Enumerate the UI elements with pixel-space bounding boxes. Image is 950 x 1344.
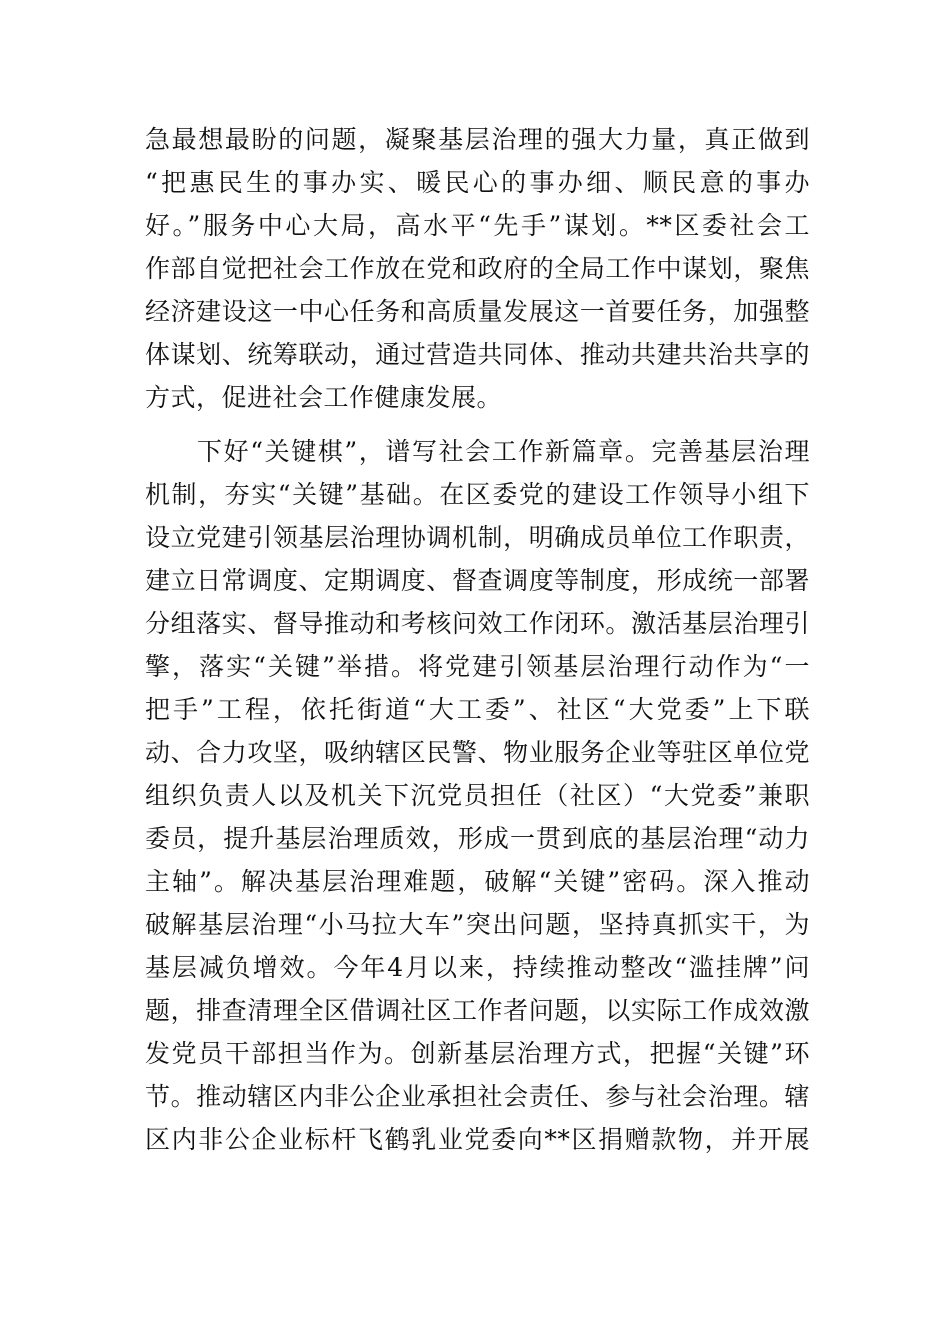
paragraph-2 bbox=[145, 430, 810, 1161]
text-line: 经济建设这一中心任务和高质量发展这一首要任务，加强整 bbox=[145, 297, 810, 326]
document-body bbox=[145, 118, 810, 1161]
text-line: 机制，夯实“关键”基础。在区委党的建设工作领导小组下 bbox=[145, 480, 810, 509]
text-line: 方式，促进社会工作健康发展。 bbox=[145, 383, 503, 412]
text-line: 题，排查清理全区借调社区工作者问题，以实际工作成效激 bbox=[145, 996, 810, 1025]
text-line: 节。推动辖区内非公企业承担社会责任、参与社会治理。辖 bbox=[145, 1082, 810, 1111]
text-line: 建立日常调度、定期调度、督查调度等制度，形成统一部署 bbox=[145, 566, 810, 595]
text-line: 体谋划、统筹联动，通过营造共同体、推动共建共治共享的 bbox=[145, 340, 810, 369]
text-line: 急最想最盼的问题，凝聚基层治理的强大力量，真正做到 bbox=[145, 125, 810, 154]
paragraph-spacer bbox=[145, 419, 810, 430]
text-line: 动、合力攻坚，吸纳辖区民警、物业服务企业等驻区单位党 bbox=[145, 738, 810, 767]
text-line: 把手”工程，依托街道“大工委”、社区“大党委”上下联 bbox=[145, 695, 810, 724]
text-line: “把惠民生的事办实、暖民心的事办细、顺民意的事办 bbox=[145, 168, 810, 197]
text-line: 委员，提升基层治理质效，形成一贯到底的基层治理“动力 bbox=[145, 824, 810, 853]
text-line: 好。”服务中心大局，高水平“先手”谋划。**区委社会工 bbox=[145, 211, 810, 240]
text-line: 下好“关键棋”，谱写社会工作新篇章。完善基层治理 bbox=[197, 437, 810, 466]
text-line: 破解基层治理“小马拉大车”突出问题，坚持真抓实干，为 bbox=[145, 910, 810, 939]
text-line: 基层减负增效。今年4月以来，持续推动整改“滥挂牌”问 bbox=[145, 953, 810, 982]
paragraph-1 bbox=[145, 118, 810, 419]
text-line: 主轴”。解决基层治理难题，破解“关键”密码。深入推动 bbox=[145, 867, 810, 896]
text-line: 组织负责人以及机关下沉党员担任（社区）“大党委”兼职 bbox=[145, 781, 810, 810]
text-line: 设立党建引领基层治理协调机制，明确成员单位工作职责， bbox=[145, 523, 810, 552]
text-line: 分组落实、督导推动和考核问效工作闭环。激活基层治理引 bbox=[145, 609, 810, 638]
text-line: 作部自觉把社会工作放在党和政府的全局工作中谋划，聚焦 bbox=[145, 254, 810, 283]
text-line: 擎，落实“关键”举措。将党建引领基层治理行动作为“一 bbox=[145, 652, 810, 681]
text-line: 区内非公企业标杆飞鹤乳业党委向**区捐赠款物，并开展 bbox=[145, 1125, 810, 1154]
text-line: 发党员干部担当作为。创新基层治理方式，把握“关键”环 bbox=[145, 1039, 810, 1068]
